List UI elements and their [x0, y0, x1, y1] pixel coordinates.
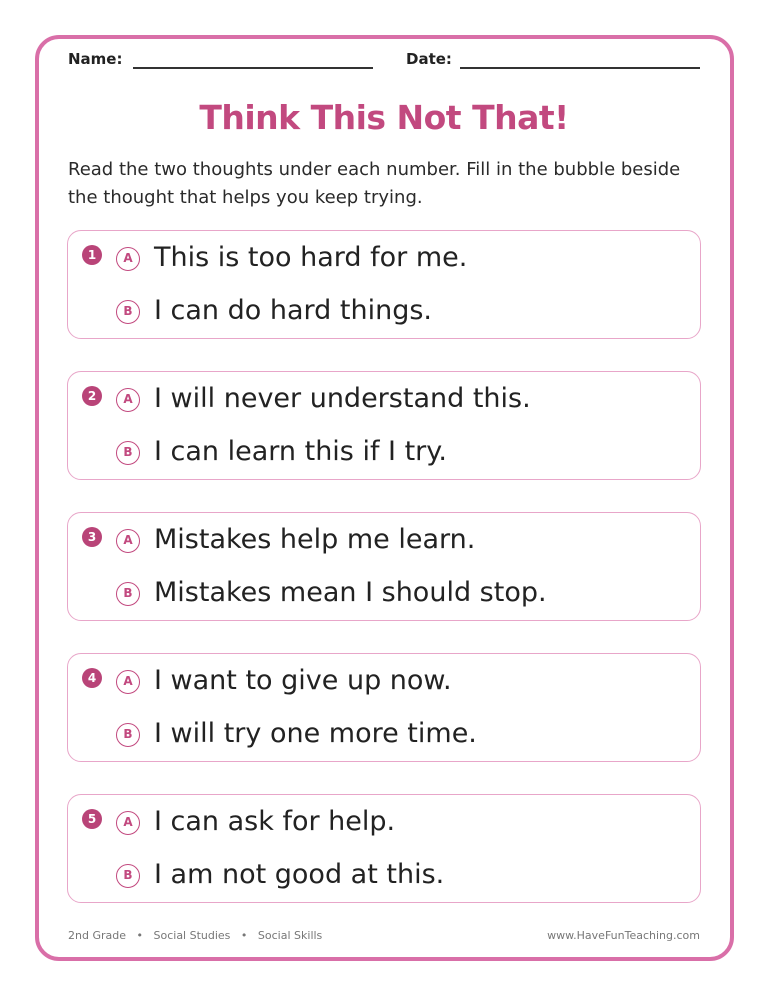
option-text: I can ask for help. [154, 806, 396, 837]
answer-bubble-a[interactable]: A [116, 811, 140, 835]
answer-bubble-a[interactable]: A [116, 529, 140, 553]
option-text: I want to give up now. [154, 665, 452, 696]
date-label: Date: [406, 50, 452, 68]
answer-bubble-b[interactable]: B [116, 582, 140, 606]
footer-separator: • [240, 929, 248, 942]
name-label: Name: [68, 50, 123, 68]
question-number-badge: 5 [82, 809, 102, 829]
option-text: I will never understand this. [154, 383, 531, 414]
question-number-badge: 2 [82, 386, 102, 406]
footer-tags [68, 929, 322, 942]
answer-bubble-b[interactable]: B [116, 723, 140, 747]
footer-topic: Social Skills [257, 929, 323, 942]
option-text: I am not good at this. [154, 859, 445, 890]
answer-bubble-b[interactable]: B [116, 864, 140, 888]
answer-bubble-a[interactable]: A [116, 670, 140, 694]
answer-bubble-a[interactable]: A [116, 388, 140, 412]
question-number-badge: 1 [82, 245, 102, 265]
question-card-5 [67, 794, 701, 903]
option-text: I will try one more time. [154, 718, 477, 749]
instructions: Read the two thoughts under each number. Fill in the bubble beside the thought that helps you keep trying. [68, 159, 681, 208]
option-text: This is too hard for me. [154, 242, 468, 273]
question-number-badge: 4 [82, 668, 102, 688]
footer-subject: Social Studies [153, 929, 231, 942]
date-field[interactable] [460, 67, 700, 69]
question-card-4 [67, 653, 701, 762]
header-row [68, 50, 700, 72]
footer-separator: • [136, 929, 143, 942]
answer-bubble-b[interactable]: B [116, 441, 140, 465]
question-card-1 [67, 230, 701, 339]
footer-website-link[interactable]: www.HaveFunTeaching.com [547, 929, 700, 942]
option-text: Mistakes mean I should stop. [154, 577, 547, 608]
option-text: I can do hard things. [154, 295, 432, 326]
question-number-badge: 3 [82, 527, 102, 547]
question-card-3 [67, 512, 701, 621]
option-text: Mistakes help me learn. [154, 524, 476, 555]
answer-bubble-b[interactable]: B [116, 300, 140, 324]
answer-bubble-a[interactable]: A [116, 247, 140, 271]
page-title: Think This Not That! [199, 98, 569, 137]
question-card-2 [67, 371, 701, 480]
name-field[interactable] [133, 67, 373, 69]
option-text: I can learn this if I try. [154, 436, 447, 467]
footer-grade: 2nd Grade [68, 929, 126, 942]
